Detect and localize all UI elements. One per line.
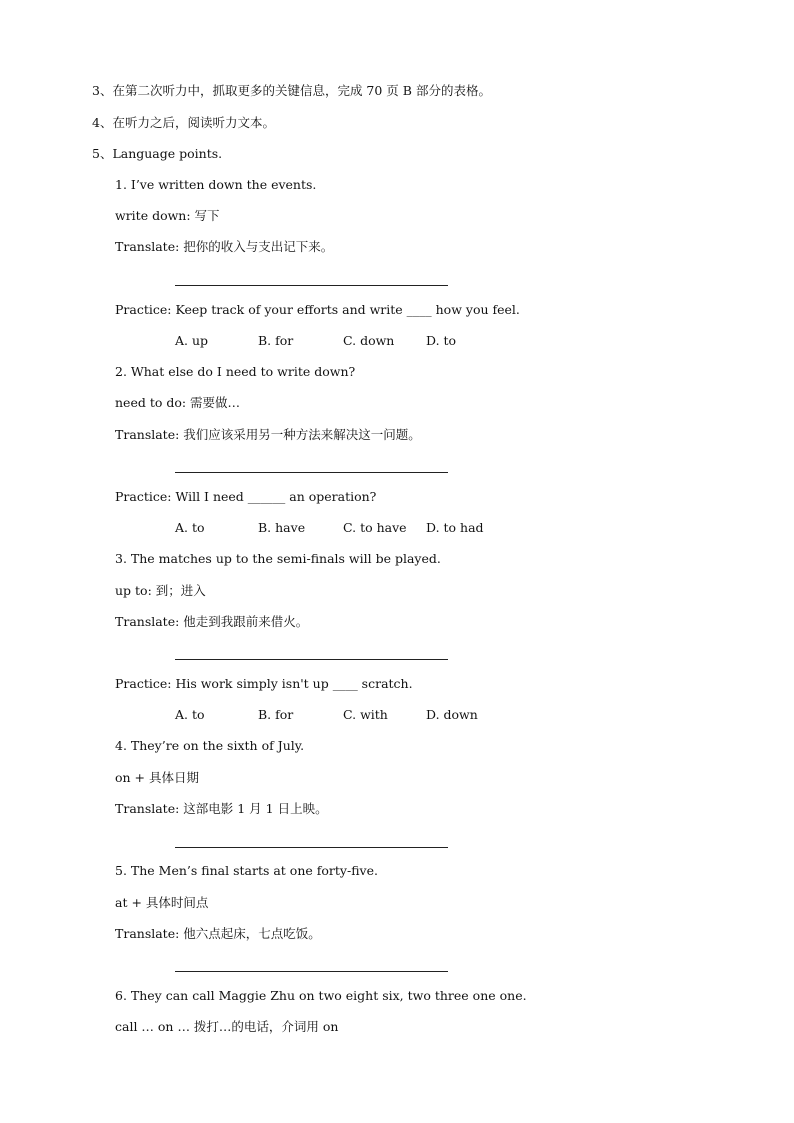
point-1-option-d[interactable]: D. to <box>426 333 457 348</box>
point-4-sentence: 4. They’re on the sixth of July. <box>115 738 305 753</box>
point-5-answer-line[interactable] <box>175 971 448 972</box>
point-2-option-a[interactable]: A. to <box>175 520 205 535</box>
point-3-sentence: 3. The matches up to the semi-finals will be played. <box>115 551 441 566</box>
point-2-practice: Practice: Will I need ______ an operation? <box>115 489 377 504</box>
point-3-phrase: up to: 到；进入 <box>115 583 206 598</box>
point-3-option-c[interactable]: C. with <box>343 707 388 722</box>
point-3-practice: Practice: His work simply isn't up ____ scratch. <box>115 676 413 691</box>
point-3-answer-line[interactable] <box>175 659 448 660</box>
point-5-translate: Translate: 他六点起床，七点吃饭。 <box>115 926 321 941</box>
point-4-phrase: on + 具体日期 <box>115 770 199 785</box>
point-1-option-b[interactable]: B. for <box>258 333 294 348</box>
point-2-translate: Translate: 我们应该采用另一种方法来解决这一问题。 <box>115 427 421 442</box>
point-3-option-d[interactable]: D. down <box>426 707 478 722</box>
point-2-sentence: 2. What else do I need to write down? <box>115 364 356 379</box>
point-4-answer-line[interactable] <box>175 847 448 848</box>
point-2-option-d[interactable]: D. to had <box>426 520 484 535</box>
point-6-phrase: call … on … 拨打…的电话，介词用 on <box>115 1019 339 1034</box>
point-3-option-a[interactable]: A. to <box>175 707 205 722</box>
point-6-sentence: 6. They can call Maggie Zhu on two eight six, two three one one. <box>115 988 527 1003</box>
point-1-answer-line[interactable] <box>175 285 448 286</box>
point-1-practice: Practice: Keep track of your efforts and write ____ how you feel. <box>115 302 520 317</box>
point-2-option-c[interactable]: C. to have <box>343 520 407 535</box>
point-5-phrase: at + 具体时间点 <box>115 895 209 910</box>
point-2-phrase: need to do: 需要做… <box>115 395 241 410</box>
point-4-translate: Translate: 这部电影 1 月 1 日上映。 <box>115 801 328 816</box>
point-1-option-a[interactable]: A. up <box>175 333 209 348</box>
step-5: 5、Language points. <box>92 146 223 161</box>
point-1-translate: Translate: 把你的收入与支出记下来。 <box>115 239 334 254</box>
point-1-option-c[interactable]: C. down <box>343 333 395 348</box>
step-4: 4、在听力之后，阅读听力文本。 <box>92 115 275 130</box>
point-2-option-b[interactable]: B. have <box>258 520 306 535</box>
point-3-option-b[interactable]: B. for <box>258 707 294 722</box>
step-3: 3、在第二次听力中，抓取更多的关键信息，完成 70 页 B 部分的表格。 <box>92 83 491 98</box>
point-1-phrase: write down: 写下 <box>115 208 220 223</box>
point-3-translate: Translate: 他走到我跟前来借火。 <box>115 614 309 629</box>
point-1-sentence: 1. I’ve written down the events. <box>115 177 317 192</box>
point-5-sentence: 5. The Men’s final starts at one forty-five. <box>115 863 378 878</box>
point-2-answer-line[interactable] <box>175 472 448 473</box>
